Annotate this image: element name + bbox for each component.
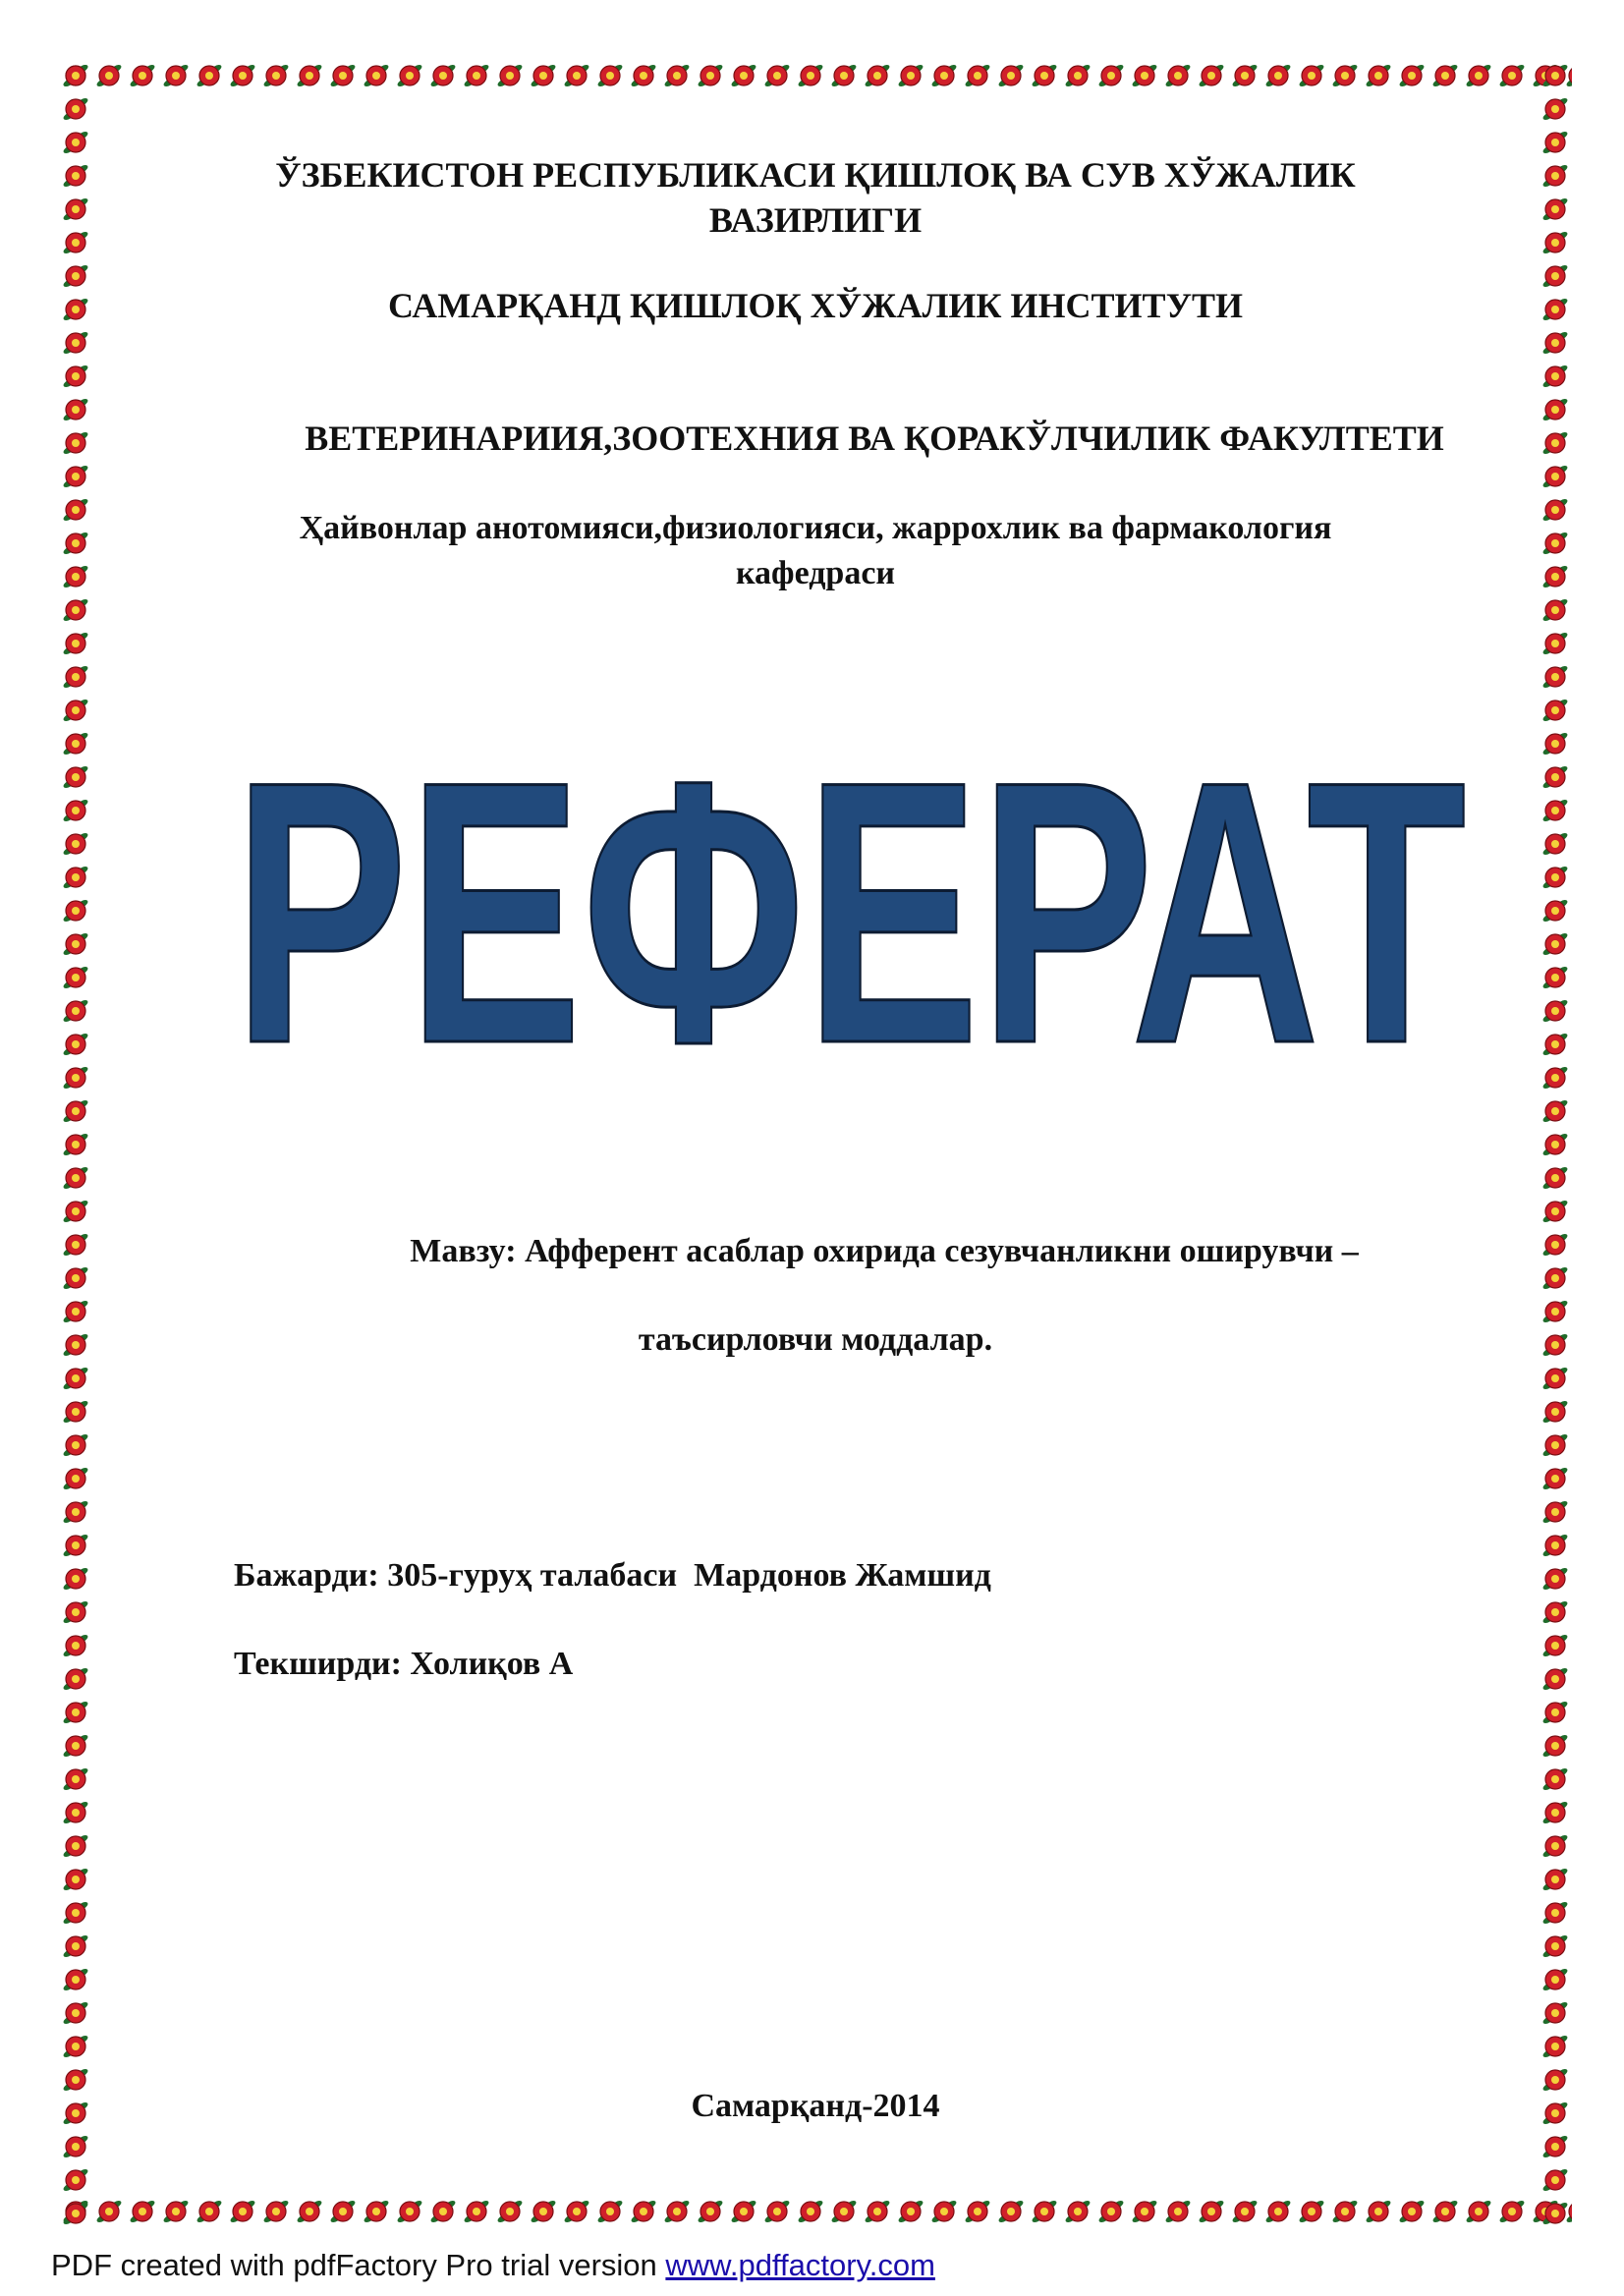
city-year: Самарқанд-2014 [691,2088,940,2124]
institute-heading: САМАРҚАНД ҚИШЛОҚ ХЎЖАЛИК ИНСТИТУТИ [387,286,1243,325]
ministry-line-2: ВАЗИРЛИГИ [708,200,923,240]
title-text: РЕФЕРАТ [233,747,1467,1071]
ministry-heading [92,152,1539,243]
department-line-2: кафедраси [735,555,896,591]
department-heading [92,506,1539,596]
footer-prefix: PDF created with pdfFactory Pro trial version [51,2248,666,2282]
ministry-line-1: ЎЗБЕКИСТОН РЕСПУБЛИКАСИ ҚИШЛОҚ ВА СУВ ХЎЖАЛИК [275,155,1356,195]
department-line-1: Ҳайвонлар анотомияси,физиологияси, жаррохлик ва фармакология [299,510,1332,546]
topic-line-1: Мавзу: Афферент асаблар охирида сезувчанликни оширувчи – [410,1233,1359,1269]
border-right [1539,59,1572,2228]
border-bottom [59,2195,1572,2228]
pdf-footer [51,2248,935,2283]
faculty-heading: ВЕТЕРИНАРИИЯ,ЗООТЕХНИЯ ВА ҚОРАКЎЛЧИЛИК ФАКУЛТЕТИ [305,419,1444,458]
executed-by: Бажарди: 305-гуруҳ талабаси Мардонов Жамшид [234,1557,991,1594]
border-left [59,59,92,2228]
topic-line-2: таъсирловчи моддалар. [638,1321,993,1358]
border-top [59,59,1572,92]
checked-by: Текширди: Холиқов А [234,1646,574,1682]
footer-link[interactable]: www.pdffactory.com [665,2248,935,2282]
title-wordart [221,747,1479,1071]
